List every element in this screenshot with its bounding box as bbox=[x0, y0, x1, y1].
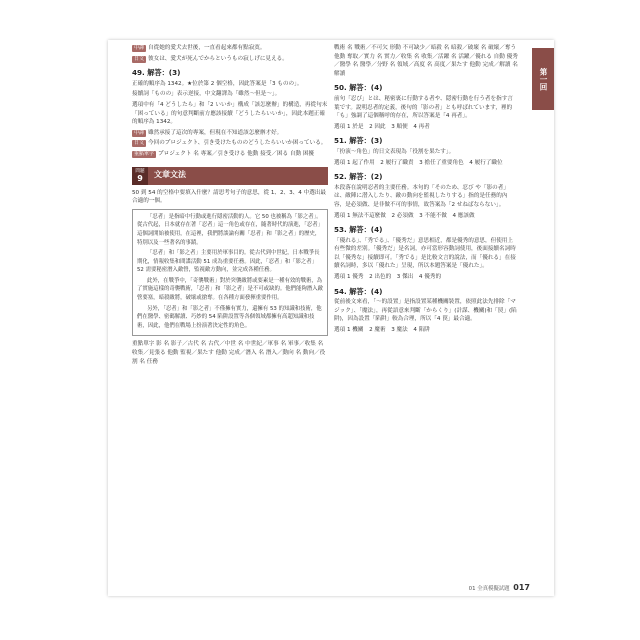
passage-paragraph: 「忍者」是指暗中行動或進行隱密活動的人。它 50 也被稱為「影之者」。從古代起，日本就存在著「忍者」這一角色或存在，隨著時代的演進，「忍者」這個詞開始被使用，在這裡，我們將談論有關「忍者」和「影之者」的歷史，特別以及一些著名的事蹟。 bbox=[137, 213, 323, 246]
q52-heading: 52. 解答：(2) bbox=[334, 172, 383, 182]
left-column bbox=[132, 44, 328, 368]
translation-text: 自從她的愛犬去世後，一直看起來都有點寂寞。 bbox=[148, 45, 266, 51]
q49-japanese bbox=[132, 139, 328, 148]
page-footer bbox=[469, 583, 530, 592]
q50-options: 選項 1 於是 2 因此 3 順便 4 再者 bbox=[334, 123, 430, 130]
footer-label: 01 全真模擬試題 bbox=[468, 586, 510, 592]
passage-paragraph: 此外，在戰爭中，「奇襲戰術」對於突襲敵將或要素是一種有效的戰術，為了實施這樣的奇襲戰術，「忍者」和「影之者」是不可或缺的。他們能夠潛入敵營要塞，暗殺敵將，破壞或搶奪。在各種方面發揮重要作用。 bbox=[137, 277, 323, 302]
section-header bbox=[132, 167, 328, 185]
section-label: 問題 bbox=[135, 168, 145, 174]
page-number: 017 bbox=[513, 583, 530, 592]
section-instructions: 50 到 54 的空格中要填入什麼？請思考句子的意思，從 1、2、3、4 中選出最合適的一個。 bbox=[132, 189, 326, 205]
book-page bbox=[108, 40, 554, 596]
section-vocab: 重點單字 影 名 影子／古代 名 古代／中世 名 中世紀／軍事 名 軍事／收集 名 收集／見張る 他動 監視／果たす 他動 完成／潛入 名 潛入／動向 名 動向／役割 名 任務 bbox=[132, 341, 326, 365]
section-number: 9 bbox=[137, 173, 143, 183]
japanese-row bbox=[132, 55, 328, 64]
section-title: 文章文法 bbox=[154, 170, 186, 180]
passage-paragraph: 「忍者」和「影之者」主要用於軍事目的。從古代到中世紀，日本戰爭長期化，情報收集和間諜活動 51 成為重要任務。因此，「忍者」和「影之者」 52 需要秘密潛入敵營，監視敵方動向，並完成各種任務。 bbox=[137, 250, 320, 274]
translation-text: 雖然承接了這次的專案，但現在不知道該怎麼辦才好。 bbox=[148, 129, 283, 136]
vocab-tag: 重點單字 bbox=[134, 150, 155, 157]
vocab-text: プロジェクト 名 專案／引き受ける 他動 接受／困る 自動 困擾 bbox=[158, 150, 315, 157]
q53-options: 選項 1 優秀 2 出色的 3 傑出 4 優秀的 bbox=[334, 274, 442, 281]
japanese-text: 彼女は、愛犬が死んでからというもの寂しげに見える。 bbox=[148, 55, 288, 62]
q50-heading: 50. 解答：(4) bbox=[334, 83, 383, 93]
japanese-tag: 日文 bbox=[134, 55, 145, 62]
q50-explanation: 前句「忍び」とは、秘密裏に行動する者や、隠密行動を行う者を指す言葉です。說明忍者的定義，後句的「影の者」とも呼ばれています，裡的「も」強調了這個稱呼的存在，所以答案是「4 再者」。 bbox=[334, 95, 513, 120]
q53-explanation: 「優れる」、「秀でる」、「優秀だ」意思相近，都是優秀的意思，但使用上有些微的差別。「優秀だ」是名詞，亦可當形容動詞使用，後面接續名詞時以「優秀な」接續即可。「秀でる」是比較文言的說法，而「優れる」在接續名詞時，多以「優れた」呈現，所以本題答案是「優れた」。 bbox=[334, 237, 516, 270]
reading-passage bbox=[132, 209, 328, 337]
q52-options: 選項 1 無法不這麼做 2 必須做 3 不能不做 4 應該做 bbox=[334, 212, 475, 219]
translation-row bbox=[132, 44, 328, 53]
passage-paragraph: 另外，「忍者」和「影之者」不僅擁有實力，還擁有 53 的知識和技術，他們在醫學、密碼解讀、巧妙的 54 陷阱設置等各個領域都擁有高超知識和技術，因此，他們在戰場上扮演著決定性的角色。 bbox=[137, 305, 322, 329]
q54-options: 選項 1 機關 2 魔術 3 魔法 4 陷阱 bbox=[334, 327, 430, 334]
japanese-text: 今回のプロジェクト、引き受けたもののどうしたらいいか困っている。 bbox=[148, 140, 327, 147]
q49-line: 正確的順序為 1342。★位於第 2 個空格，因此答案是「3 ものの」。 bbox=[132, 80, 303, 87]
chapter-tab-label: 第一回 bbox=[539, 67, 548, 91]
translation-tag: 中譯 bbox=[134, 45, 145, 51]
q54-heading: 54. 解答：(4) bbox=[334, 286, 383, 296]
chapter-tab bbox=[532, 48, 554, 110]
q49-heading: 49. 解答：(3) bbox=[132, 68, 181, 78]
japanese-tag: 日文 bbox=[134, 140, 145, 147]
q49-line: 接續詞「ものの」表示逆接，中文翻譯為「雖然～但是～」。 bbox=[132, 91, 281, 98]
q49-line: 選項中有「4 どうしたら」和「2 いいか」構成「該怎麼辦」的構造，再從句末「困っている」的句意判斷前方應該接續「どうしたらいいか」，因此本題正確的順序為 1342。 bbox=[132, 101, 328, 126]
q52-explanation: 本段落在說明忍者的主要任務。本句的「そのため、忍び や「影の者」は、敵陣に潜入したり、敵の動向を監視したりする」指的是任務的內容，是必須做、是非做不可的事情，故答案為「2 せねばならない」。 bbox=[334, 184, 509, 208]
q49-translation bbox=[132, 129, 328, 138]
q54-explanation: 從前後文來看，「～的設置」是指設置某種機關裝置，依照此法先排除「マジック」、「魔法」，再從語意來判斷「からくり」(計謀、機關)和「罠」(陷阱)，因為設置「陷阱」較為合理，所以「4 罠」最合適。 bbox=[334, 299, 517, 323]
q51-options: 選項 1 起了作用 2 履行了職責 3 擔任了重要角色 4 履行了職位 bbox=[334, 159, 503, 166]
q49-vocab bbox=[132, 150, 328, 159]
translation-tag: 中譯 bbox=[134, 129, 145, 136]
q51-heading: 51. 解答：(3) bbox=[334, 136, 383, 146]
top-vocab: 戰術 名 戰術／不可欠 形動 不可缺少／暗殺 名 暗殺／破壞 名 破壞／奪う 他動 奪取／實力 名 實力／收集 名 收集／活躍 名 活躍／優れる 自動 優秀／醫學 名 醫學／分野 名 領域／高度 名 高度／果たす 他動 完成／解讀 名 解讀 bbox=[334, 45, 518, 77]
section-badge bbox=[132, 167, 148, 185]
right-column bbox=[334, 44, 518, 337]
q53-heading: 53. 解答：(4) bbox=[334, 225, 383, 235]
q51-explanation: 「扮演～角色」的日文表現為「役割を果たす」。 bbox=[334, 148, 455, 155]
